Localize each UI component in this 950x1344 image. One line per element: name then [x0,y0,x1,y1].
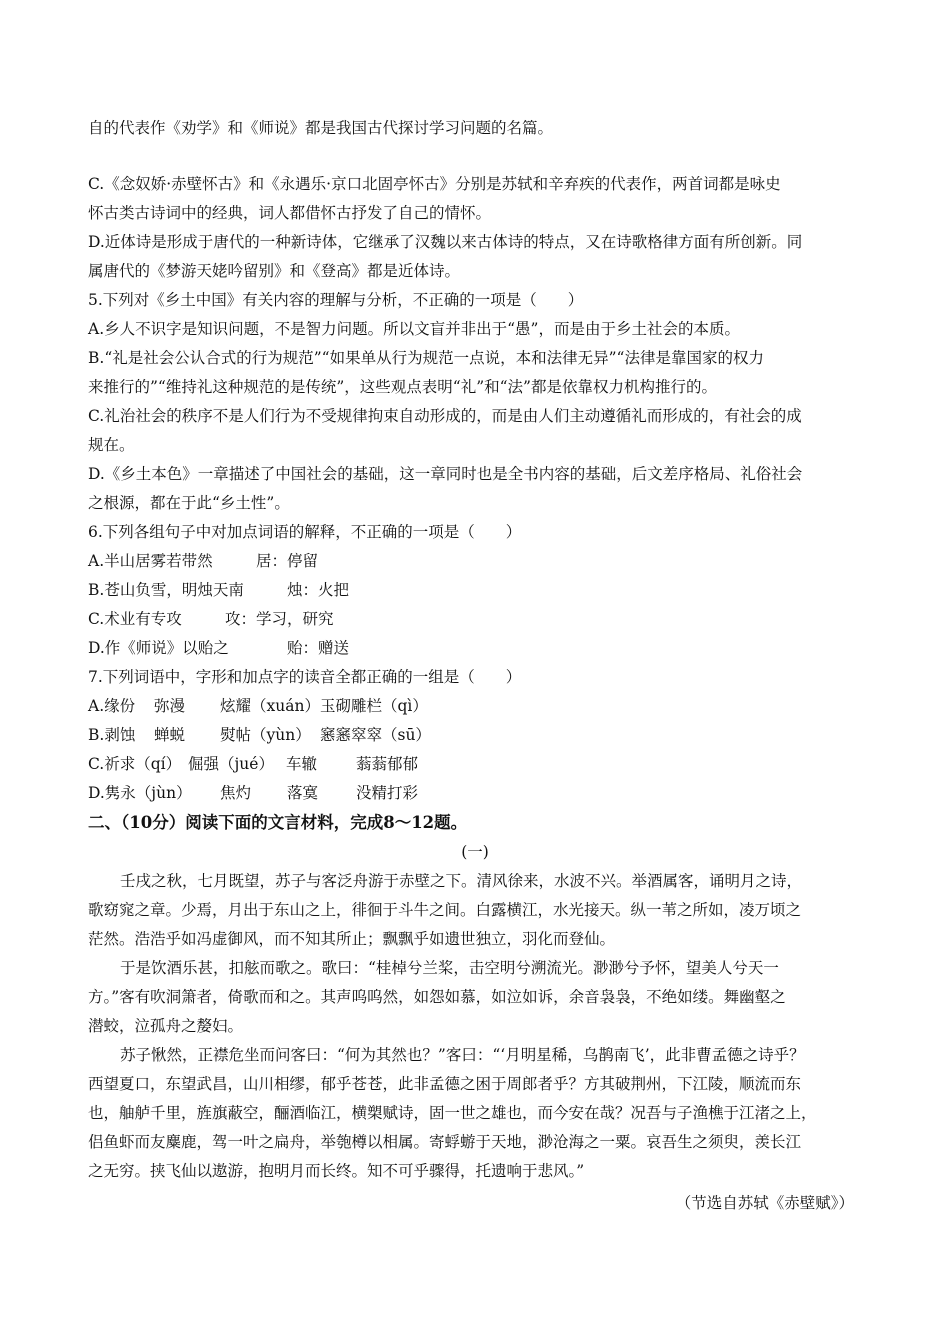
word: B.剥蚀 [88,726,136,744]
word: 倔强（jué） [188,755,274,773]
question-7-stem: 7.下列词语中，字形和加点字的读音全都正确的一组是（ ） [88,668,522,686]
word: 没精打彩 [356,784,419,802]
passage-p1-line-1: 壬戌之秋，七月既望，苏子与客泛舟游于赤壁之下。清风徐来，水波不兴。举酒属客，诵明月之诗， [120,872,803,890]
question-5-option-b-line-2: 来推行的”“维持礼这种规范的是传统”，这些观点表明“礼”和“法”都是依靠权力机构推行的。 [88,378,717,396]
word: 熨帖（yùn） [220,726,311,744]
part-label: (一) [461,843,489,861]
option-d-line-2: 属唐代的《梦游天姥吟留别》和《登高》都是近体诗。 [88,262,461,280]
question-5-option-c-line-1: C.礼治社会的秩序不是人们行为不受规律拘束自动形成的，而是由人们主动遵循礼而形成的，有社会的成 [88,407,802,425]
option-c-line-2: 怀古类古诗词中的经典，词人都借怀古抒发了自己的情怀。 [88,204,492,222]
question-5-stem: 5.下列对《乡土中国》有关内容的理解与分析，不正确的一项是（ ） [88,291,584,309]
question-5-option-b-line-1: B.“礼是社会公认合式的行为规范”“如果单从行为规范一点说，本和法律无异”“法律是靠国家的权力 [88,349,764,367]
word: 弥漫 [154,697,186,715]
word: C.祈求（qí） [88,755,182,773]
option-gloss: 烛：火把 [287,581,350,599]
option-gloss: 攻：学习，研究 [225,610,334,628]
option-text: D.作《师说》以贻之 [88,639,229,657]
continued-line: 自的代表作《劝学》和《师说》都是我国古代探讨学习问题的名篇。 [88,119,554,137]
question-6-stem: 6.下列各组句子中对加点词语的解释，不正确的一项是（ ） [88,523,522,541]
section-2-heading: 二、（10分）阅读下面的文言材料，完成8～12题。 [88,813,468,832]
word: 焦灼 [220,784,252,802]
word: A.缘份 [88,697,136,715]
word: D.隽永（jùn） [88,784,192,802]
question-5-option-a: A.乡人不识字是知识问题，不是智力问题。所以文盲并非出于“愚”，而是由于乡土社会的本质。 [88,320,740,338]
passage-p2-line-2: 方。”客有吹洞箫者，倚歌而和之。其声呜呜然，如怨如慕，如泣如诉，余音袅袅，不绝如缕。舞幽壑之 [88,988,786,1006]
passage-p3-line-1: 苏子愀然，正襟危坐而问客曰：“何为其然也？”客曰：“‘月明星稀，乌鹊南飞’，此非曹孟德之诗乎？ [120,1046,805,1064]
passage-p2-line-1: 于是饮酒乐甚，扣舷而歌之。歌曰：“桂棹兮兰桨，击空明兮溯流光。渺渺兮予怀，望美人兮天一 [120,959,779,977]
option-text: C.术业有专攻 [88,610,182,628]
option-text: B.苍山负雪，明烛天南 [88,581,244,599]
passage-source: （节选自苏轼《赤壁赋》） [675,1194,854,1212]
option-c-line-1: C.《念奴娇·赤壁怀古》和《永遇乐·京口北固亭怀古》分别是苏轼和辛弃疾的代表作，两首词都是咏史 [88,175,781,193]
passage-p3-line-4: 侣鱼虾而友麋鹿，驾一叶之扁舟，举匏樽以相属。寄蜉蝣于天地，渺沧海之一粟。哀吾生之须臾，羡长江 [88,1133,802,1151]
question-5-option-d-line-1: D.《乡土本色》一章描述了中国社会的基础，这一章同时也是全书内容的基础，后文差序格局、礼俗社会 [88,465,803,483]
passage-p3-line-2: 西望夏口，东望武昌，山川相缪，郁乎苍苍，此非孟德之困于周郎者乎？方其破荆州，下江陵，顺流而东 [88,1075,802,1093]
passage-p1-line-2: 歌窈窕之章。少焉，月出于东山之上，徘徊于斗牛之间。白露横江，水光接天。纵一苇之所如，凌万顷之 [88,901,802,919]
word: 炫耀（xuán）玉砌雕栏（qì） [220,697,428,715]
word: 蝉蜕 [154,726,186,744]
question-5-option-d-line-2: 之根源，都在于此“乡土性”。 [88,494,290,512]
word: 车辙 [286,755,318,773]
word: 落寞 [287,784,319,802]
passage-p2-line-3: 潜蛟，泣孤舟之嫠妇。 [88,1017,244,1035]
option-gloss: 贻：赠送 [287,639,350,657]
word: 窸窸窣窣（sū） [320,726,431,744]
question-5-option-c-line-2: 规在。 [88,436,135,454]
option-d-line-1: D.近体诗是形成于唐代的一种新诗体，它继承了汉魏以来古体诗的特点，又在诗歌格律方面有所创新。同 [88,233,803,251]
passage-p3-line-3: 也，舳舻千里，旌旗蔽空，酾酒临江，横槊赋诗，固一世之雄也，而今安在哉？况吾与子渔樵于江渚之上， [88,1104,817,1122]
passage-p3-line-5: 之无穷。挟飞仙以遨游，抱明月而长终。知不可乎骤得，托遗响于悲风。” [88,1162,585,1180]
word: 蓊蓊郁郁 [356,755,419,773]
passage-p1-line-3: 茫然。浩浩乎如冯虚御风，而不知其所止；飘飘乎如遗世独立，羽化而登仙。 [88,930,616,948]
option-gloss: 居：停留 [256,552,319,570]
option-text: A.半山居雾若带然 [88,552,213,570]
